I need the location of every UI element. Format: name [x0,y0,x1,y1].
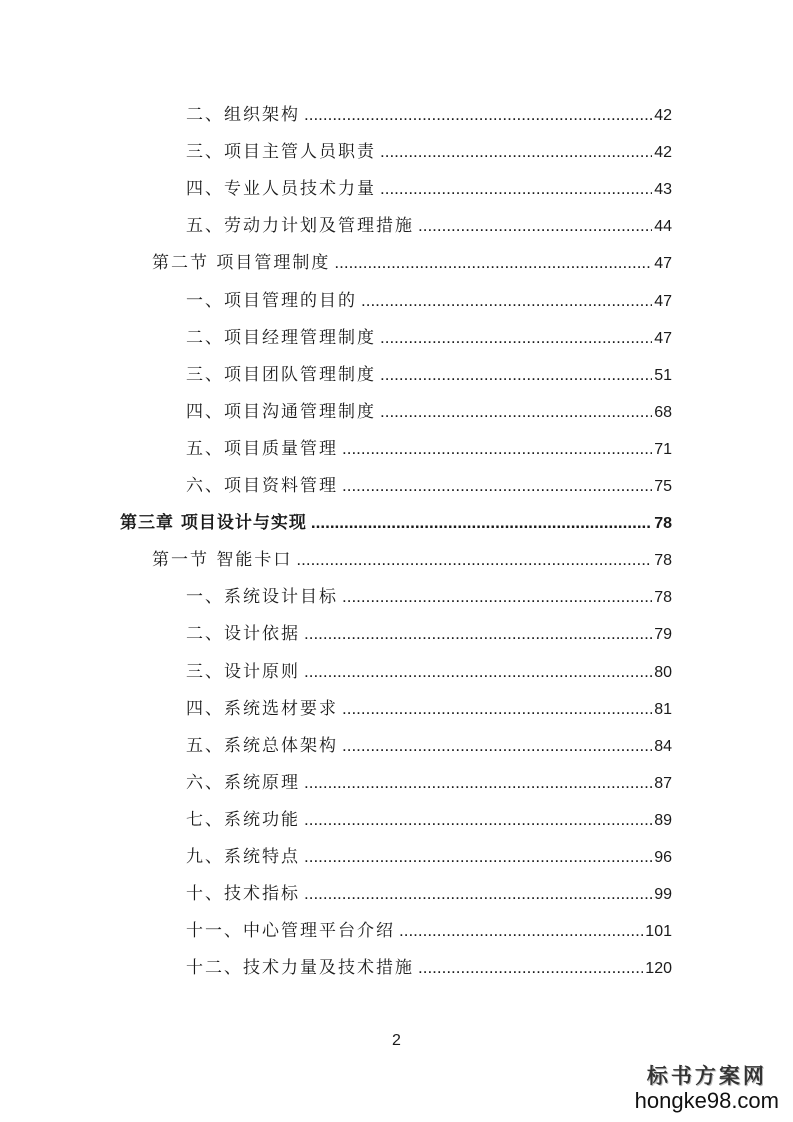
toc-dot-leader [342,434,652,464]
toc-entry-title: 第三章 项目设计与实现 [120,513,307,534]
toc-dot-leader [342,582,652,612]
toc-entry-page: 47 [654,329,672,347]
toc-entry-page: 81 [654,700,672,718]
toc-entry-page: 96 [654,849,672,866]
toc-entry-title: 十一、中心管理平台介绍 [186,921,395,942]
toc-entry-title: 三、设计原则 [186,661,300,682]
toc-entry[interactable] [186,137,672,167]
toc-entry[interactable] [186,768,672,798]
toc-entry-title: 四、项目沟通管理制度 [186,401,376,422]
toc-entry-page: 79 [654,626,672,644]
toc-entry-page: 84 [654,737,672,755]
toc-entry[interactable] [186,360,672,390]
toc-dot-leader [418,211,652,241]
toc-entry[interactable] [186,879,672,909]
toc-entry[interactable] [186,953,672,983]
toc-entry-page: 75 [654,478,672,495]
toc-entry-page: 99 [654,886,672,904]
toc-entry-page: 42 [654,144,672,162]
toc-entry-title: 七、系统功能 [186,809,300,830]
toc-entry-page: 44 [654,218,672,236]
watermark-domain: hongke98.com [634,1088,779,1113]
toc-entry[interactable] [186,286,672,316]
toc-entry[interactable] [186,694,672,724]
toc-entry[interactable] [186,174,672,204]
toc-dot-leader [304,879,652,909]
toc-entry[interactable] [186,100,672,130]
toc-entry[interactable] [186,582,672,612]
toc-entry-title: 二、设计依据 [186,624,300,645]
toc-entry[interactable] [186,619,672,649]
toc-entry[interactable] [186,805,672,835]
toc-entry-page: 78 [654,589,672,607]
toc-entry[interactable] [186,842,672,872]
toc-entry-title: 九、系统特点 [186,847,300,867]
toc-entry-title: 六、系统原理 [186,772,300,793]
toc-dot-leader [304,100,652,130]
site-watermark [635,1060,779,1114]
toc-dot-leader [380,323,652,353]
toc-entry-title: 三、项目主管人员职责 [186,142,376,163]
toc-entry-title: 三、项目团队管理制度 [186,364,376,385]
toc-entry[interactable] [186,657,672,687]
toc-dot-leader [380,397,652,427]
toc-entry-page: 47 [654,292,672,310]
toc-entry-title: 二、项目经理管理制度 [186,327,376,348]
toc-entry[interactable] [120,508,672,538]
toc-dot-leader [311,508,652,538]
toc-entry-page: 68 [654,403,672,421]
toc-entry[interactable] [152,248,672,278]
toc-entry-page: 43 [654,181,672,199]
toc-entry-title: 第一节 智能卡口 [152,550,293,571]
toc-entry[interactable] [186,731,672,761]
toc-entry-page: 89 [654,811,672,829]
toc-dot-leader [334,248,652,278]
toc-dot-leader [304,657,652,687]
toc-entry-title: 第二节 项目管理制度 [152,253,331,274]
toc-entry-title: 五、系统总体架构 [186,735,338,756]
toc-entry[interactable] [186,471,672,501]
toc-dot-leader [361,286,652,316]
toc-dot-leader [304,619,652,649]
toc-entry-title: 十二、技术力量及技术措施 [186,958,414,979]
toc-dot-leader [304,805,652,835]
toc-entry-title: 二、组织架构 [186,105,300,125]
toc-entry-page: 78 [654,515,672,533]
toc-entry[interactable] [186,434,672,464]
toc-entry-page: 71 [654,440,672,458]
toc-dot-leader [399,916,643,946]
toc-dot-leader [296,545,652,575]
watermark-name: 标书方案网 [646,1063,767,1088]
toc-dot-leader [342,471,652,501]
toc-entry-title: 六、项目资料管理 [186,476,338,496]
toc-entry-title: 一、项目管理的目的 [186,290,357,311]
toc-entry-page: 87 [654,774,672,792]
toc-entry-page: 80 [654,663,672,681]
toc-dot-leader [380,137,652,167]
toc-entry-title: 四、系统选材要求 [186,698,338,719]
toc-entry-title: 十、技术指标 [186,884,300,905]
toc-dot-leader [304,768,652,798]
toc-entry-page: 78 [654,552,672,570]
toc-entry[interactable] [186,916,672,946]
toc-dot-leader [342,694,652,724]
toc-entry-title: 五、项目质量管理 [186,438,338,459]
toc-entry-title: 四、专业人员技术力量 [186,179,376,200]
toc-entry[interactable] [186,323,672,353]
toc-entry-page: 51 [654,366,672,384]
toc-entry-page: 101 [645,923,672,941]
toc-dot-leader [380,174,652,204]
toc-entry[interactable] [186,211,672,241]
page-number: 2 [392,1032,401,1049]
toc-dot-leader [304,842,652,872]
toc-dot-leader [342,731,652,761]
toc-entry[interactable] [186,397,672,427]
toc-entry[interactable] [152,545,672,575]
toc-entry-page: 47 [654,255,672,273]
toc-entry-page: 120 [645,960,672,978]
toc-dot-leader [418,953,643,983]
toc-dot-leader [380,360,652,390]
toc-entry-title: 五、劳动力计划及管理措施 [186,216,414,237]
toc-entry-page: 42 [654,107,672,124]
toc-entry-title: 一、系统设计目标 [186,587,338,608]
